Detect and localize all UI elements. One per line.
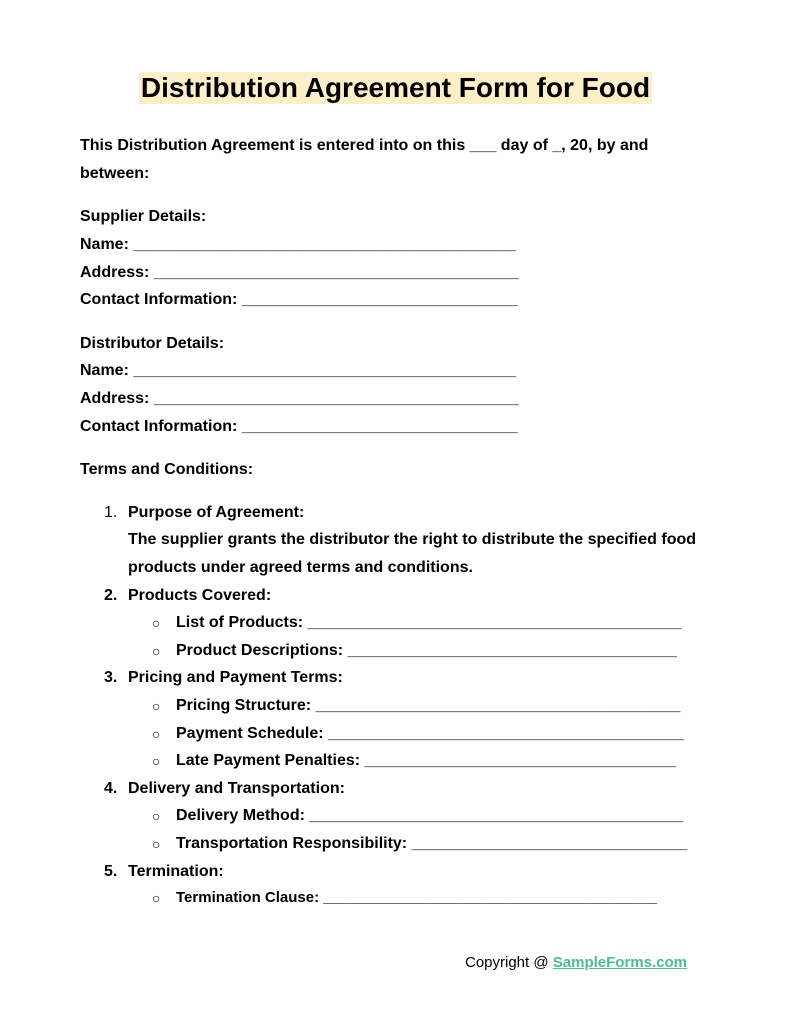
bullet-icon: ○ [152,726,161,742]
supplier-heading: Supplier Details: [80,208,207,225]
distributor-contact-field[interactable]: Contact Information: _______________________________ [80,418,518,435]
bullet-icon: ○ [152,615,161,631]
product-descriptions-field[interactable]: Product Descriptions: _____________________________________ [176,642,677,659]
list-of-products-field[interactable]: List of Products: __________________________________________ [176,614,682,631]
transportation-responsibility-field[interactable]: Transportation Responsibility: _______________________________ [176,835,688,852]
term-number: 1. [104,504,118,521]
term-number: 2. [104,587,118,604]
supplier-contact-field[interactable]: Contact Information: _______________________________ [80,291,518,308]
term-text: The supplier grants the distributor the right to distribute the specified food [128,531,697,548]
distributor-name-field[interactable]: Name: ___________________________________________ [80,362,516,379]
bullet-icon: ○ [152,753,161,769]
term-label: Pricing and Payment Terms: [128,669,343,686]
term-number: 4. [104,780,118,797]
bullet-icon: ○ [152,698,161,714]
bullet-icon: ○ [152,836,161,852]
late-payment-penalties-field[interactable]: Late Payment Penalties: ___________________________________ [176,752,676,769]
payment-schedule-field[interactable]: Payment Schedule: ________________________________________ [176,725,684,742]
term-label: Termination: [128,863,224,880]
term-label: Delivery and Transportation: [128,780,345,797]
footer-copyright [465,953,687,973]
delivery-method-field[interactable]: Delivery Method: __________________________________________ [176,807,684,824]
terms-heading: Terms and Conditions: [80,461,254,478]
distributor-address-field[interactable]: Address: _________________________________________ [80,390,519,407]
copyright-text: Copyright @ [465,954,553,971]
term-label: Products Covered: [128,587,272,604]
pricing-structure-field[interactable]: Pricing Structure: _________________________________________ [176,697,681,714]
term-text: products under agreed terms and conditions. [128,559,473,576]
supplier-name-field[interactable]: Name: ___________________________________________ [80,236,516,253]
term-number: 5. [104,863,118,880]
term-label: Purpose of Agreement: [128,504,305,521]
page-title: Distribution Agreement Form for Food [140,72,651,103]
intro-line-1: This Distribution Agreement is entered into on this ___ day of _, 20, by and [80,137,649,154]
sampleforms-link[interactable]: SampleForms.com [552,954,687,971]
termination-clause-field[interactable]: Termination Clause: ________________________________________ [176,889,657,906]
supplier-address-field[interactable]: Address: _________________________________________ [80,264,519,281]
bullet-icon: ○ [152,808,161,824]
title-wrap [0,72,791,104]
bullet-icon: ○ [152,890,161,906]
intro-line-2: between: [80,165,150,182]
term-number: 3. [104,669,118,686]
distributor-heading: Distributor Details: [80,335,225,352]
bullet-icon: ○ [152,643,161,659]
